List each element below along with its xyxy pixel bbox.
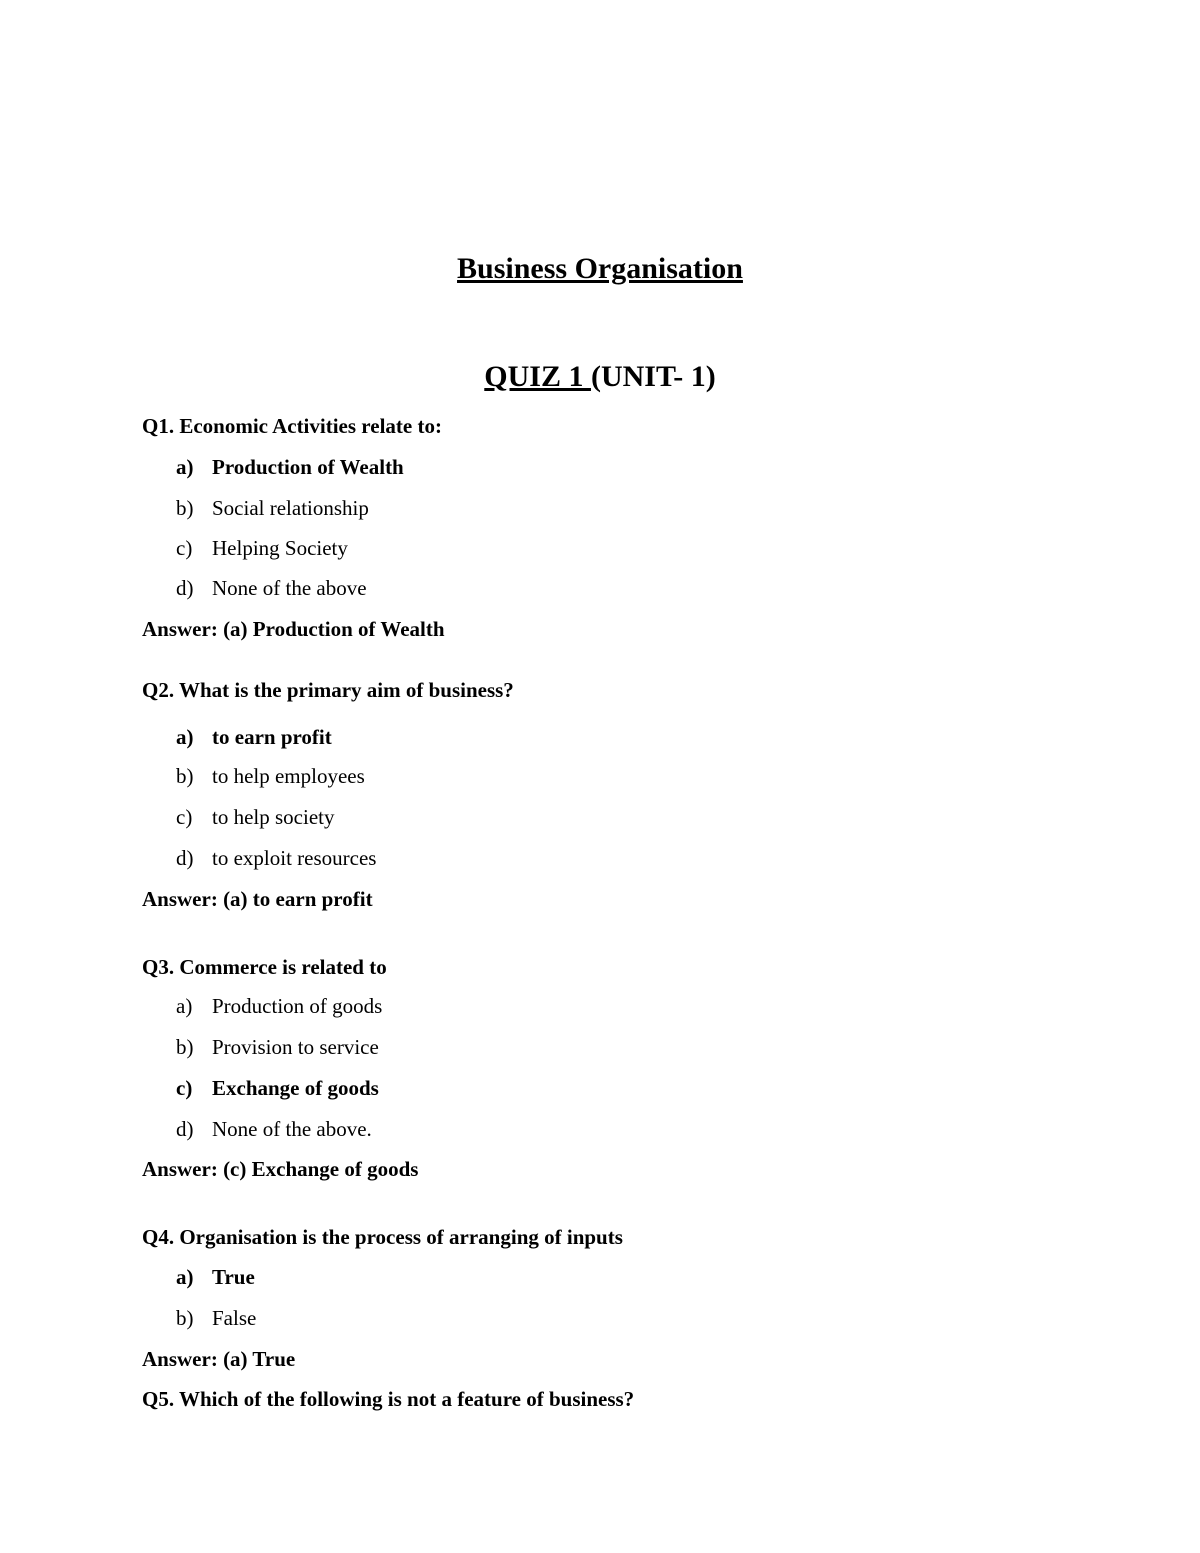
option-text: to earn profit (212, 725, 332, 749)
question-2: Q2. What is the primary aim of business? (142, 678, 514, 702)
q3-option-b (176, 1037, 379, 1058)
option-text: None of the above (212, 576, 367, 600)
q4-option-b (176, 1308, 256, 1329)
option-text: Exchange of goods (212, 1076, 379, 1100)
option-text: None of the above. (212, 1117, 372, 1141)
option-letter: b) (176, 496, 194, 520)
option-letter: a) (176, 1265, 194, 1289)
option-letter: a) (176, 455, 194, 479)
option-letter: b) (176, 1035, 194, 1059)
q1-option-c (176, 538, 348, 559)
quiz-number: QUIZ 1 (484, 360, 591, 393)
option-text: Production of Wealth (212, 455, 404, 479)
answer-1: Answer: (a) Production of Wealth (142, 617, 445, 641)
option-letter: c) (176, 805, 193, 829)
option-text: Helping Society (212, 536, 348, 560)
option-text: False (212, 1306, 257, 1330)
q4-option-a (176, 1267, 255, 1288)
q3-option-a (176, 996, 382, 1017)
q2-option-d (176, 848, 376, 869)
quiz-heading (0, 362, 1200, 392)
document-title: Business Organisation (457, 252, 743, 285)
option-letter: d) (176, 576, 194, 600)
q1-option-d (176, 578, 367, 599)
option-letter: a) (176, 994, 193, 1018)
q2-option-a (176, 727, 332, 748)
option-text: to exploit resources (212, 846, 377, 870)
question-4: Q4. Organisation is the process of arranging of inputs (142, 1225, 623, 1249)
option-text: Provision to service (212, 1035, 379, 1059)
option-text: to help employees (212, 764, 365, 788)
option-letter: a) (176, 725, 194, 749)
option-text: Social relationship (212, 496, 369, 520)
option-letter: b) (176, 1306, 194, 1330)
option-letter: b) (176, 764, 194, 788)
answer-3: Answer: (c) Exchange of goods (142, 1157, 419, 1181)
option-letter: d) (176, 846, 194, 870)
q1-option-b (176, 498, 369, 519)
q2-option-c (176, 807, 334, 828)
option-letter: c) (176, 536, 193, 560)
option-text: Production of goods (212, 994, 383, 1018)
question-1: Q1. Economic Activities relate to: (142, 414, 442, 438)
option-text: to help society (212, 805, 335, 829)
q2-option-b (176, 766, 365, 787)
option-text: True (212, 1265, 255, 1289)
q3-option-d (176, 1119, 372, 1140)
q3-option-c (176, 1078, 379, 1099)
option-letter: d) (176, 1117, 194, 1141)
question-3: Q3. Commerce is related to (142, 955, 387, 979)
option-letter: c) (176, 1076, 193, 1100)
q1-option-a (176, 457, 404, 478)
quiz-unit: (UNIT- 1) (590, 360, 716, 393)
answer-2: Answer: (a) to earn profit (142, 887, 373, 911)
question-5: Q5. Which of the following is not a feature of business? (142, 1387, 635, 1411)
answer-4: Answer: (a) True (142, 1347, 296, 1371)
